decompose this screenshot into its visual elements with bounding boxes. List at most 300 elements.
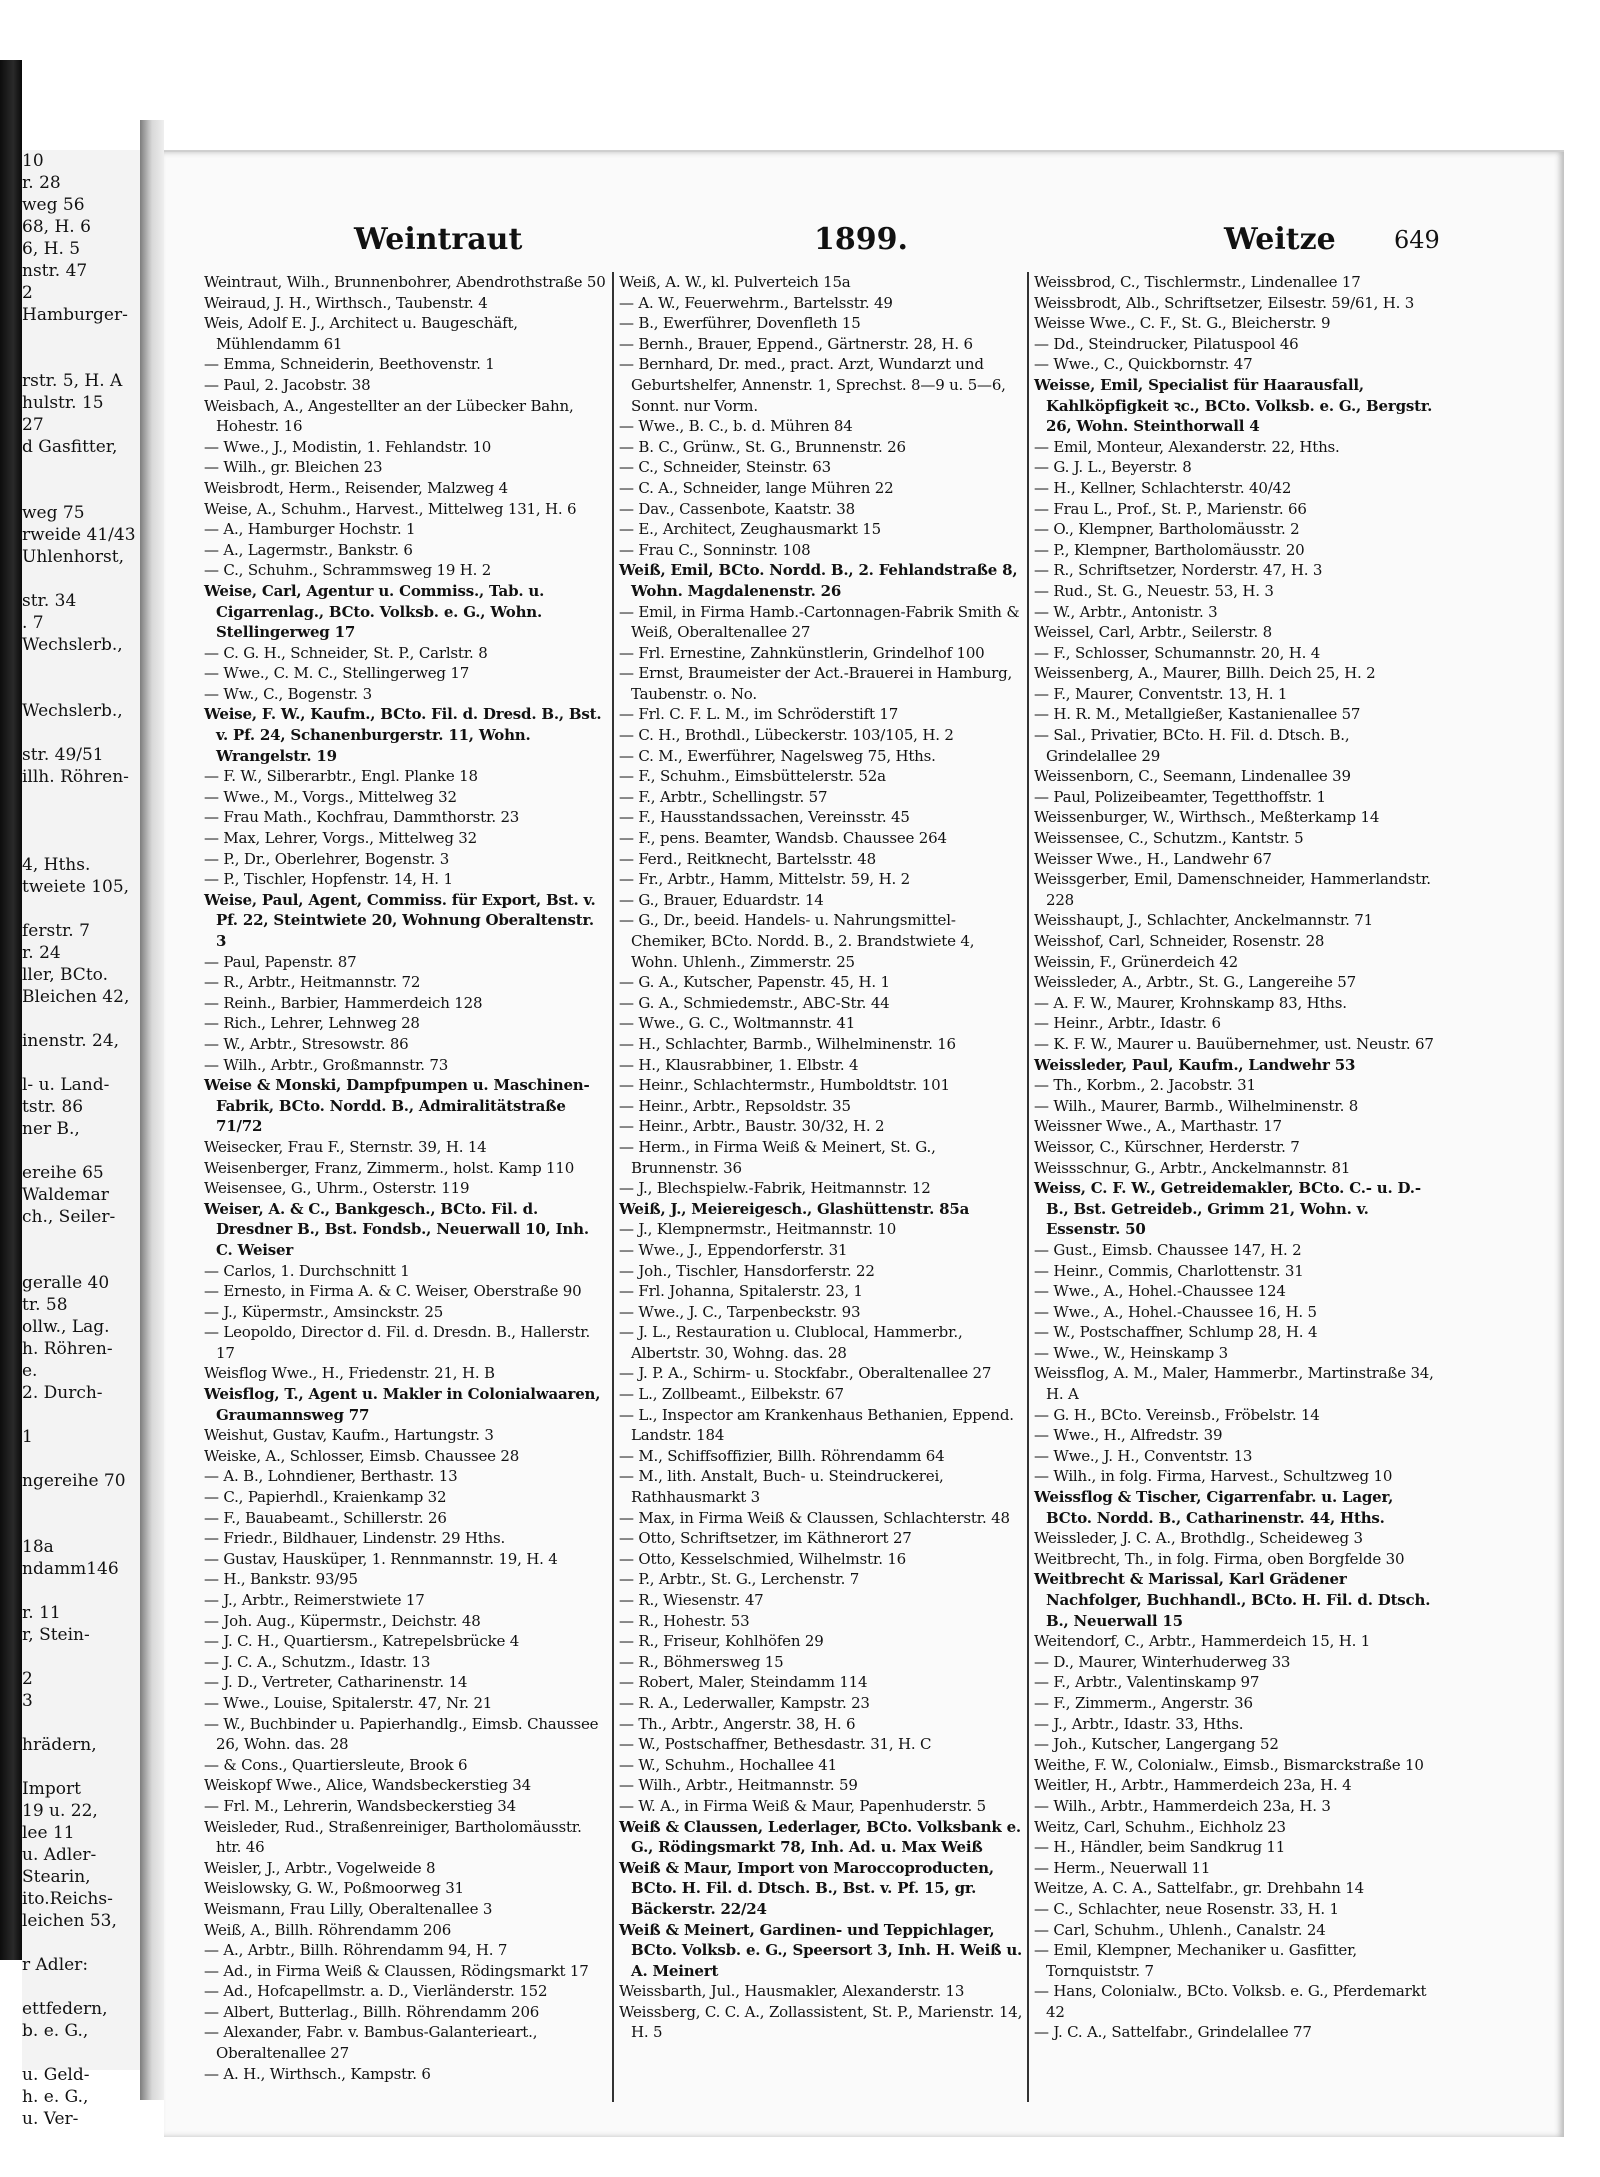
directory-entry: — F., pens. Beamter, Wandsb. Chaussee 264 xyxy=(619,829,947,848)
directory-entry: Weisler, J., Arbtr., Vogelweide 8 xyxy=(204,1858,436,1877)
directory-entry: — Dd., Steindrucker, Pilatuspool 46 xyxy=(1034,334,1299,353)
column-middle xyxy=(619,272,1024,2112)
directory-entry: — J. P. A., Schirm- u. Stockfabr., Oberaltenallee 27 xyxy=(619,1364,992,1383)
directory-entry: — G. A., Kutscher, Papenstr. 45, H. 1 xyxy=(619,973,890,992)
prev-page-line: . 7 xyxy=(22,613,44,633)
prev-page-line xyxy=(22,568,140,590)
directory-entry: — A., Arbtr., Billh. Röhrendamm 94, H. 7 xyxy=(204,1941,508,1960)
prev-page-line xyxy=(22,678,140,700)
prev-page-line: ngereihe 70 xyxy=(22,1471,126,1491)
directory-entry: Weiß, A., Billh. Röhrendamm 206 xyxy=(204,1920,452,1939)
column-right xyxy=(1034,272,1439,2112)
directory-entry: Weisse Wwe., C. F., St. G., Bleicherstr. 9 xyxy=(1034,314,1331,333)
prev-page-line: hulstr. 15 xyxy=(22,393,104,413)
directory-entry: Weissenberg, A., Maurer, Billh. Deich 25, H. 2 xyxy=(1034,664,1376,683)
directory-entry: — A. H., Wirthsch., Kampstr. 6 xyxy=(204,2064,431,2083)
header-left-word: Weintraut xyxy=(354,222,523,257)
prev-page-line: tr. 58 xyxy=(22,1295,68,1315)
directory-entry: Weiske, A., Schlosser, Eimsb. Chaussee 28 xyxy=(204,1446,520,1465)
directory-entry: — Wilh., in folg. Firma, Harvest., Schultzweg 10 xyxy=(1034,1467,1393,1486)
directory-entry: — P., Klempner, Bartholomäusstr. 20 xyxy=(1034,540,1305,559)
directory-entry: — Ernesto, in Firma A. & C. Weiser, Oberstraße 90 xyxy=(204,1282,582,1301)
directory-entry: — W., Postschaffner, Bethesdastr. 31, H. C xyxy=(619,1735,932,1754)
directory-entry: — Wwe., J. C., Tarpenbeckstr. 93 xyxy=(619,1302,861,1321)
directory-entry: — C. M., Ewerführer, Nagelsweg 75, Hths. xyxy=(619,746,936,765)
directory-entry: — Hans, Colonialw., BCto. Volksb. e. G., Pferdemarkt 42 xyxy=(1034,1982,1427,2021)
prev-page-line: h. Röhren- xyxy=(22,1339,113,1359)
directory-entry: Weiß & Maur, Import von Maroccoproducten, BCto. H. Fil. d. Dtsch. B., Bst. v. Pf. 15, gr. Bäckerstr. 22/24 xyxy=(619,1858,994,1918)
directory-entry: — Ww., C., Bogenstr. 3 xyxy=(204,684,372,703)
directory-entry: — B. C., Grünw., St. G., Brunnenstr. 26 xyxy=(619,437,906,456)
directory-entry: Weitbrecht & Marissal, Karl Grädener Nachfolger, Buchhandl., BCto. H. Fil. d. Dtsch. B., Neuerwall 15 xyxy=(1034,1570,1431,1630)
prev-page-line xyxy=(22,810,140,832)
directory-entry: — W., Buchbinder u. Papierhandlg., Eimsb. Chaussee 26, Wohn. das. 28 xyxy=(204,1714,599,1754)
prev-page-line: b. e. G., xyxy=(22,2021,89,2041)
prev-page-line: Wechslerb., xyxy=(22,635,123,655)
directory-entry: Weitz, Carl, Schuhm., Eichholz 23 xyxy=(1034,1817,1286,1836)
directory-entry: — Sal., Privatier, BCto. H. Fil. d. Dtsch. B., Grindelallee 29 xyxy=(1034,726,1350,765)
prev-page-line xyxy=(22,1140,140,1162)
directory-entry: — O., Klempner, Bartholomäusstr. 2 xyxy=(1034,520,1300,539)
prev-page-line: h. e. G., xyxy=(22,2087,89,2107)
directory-entry: — Th., Korbm., 2. Jacobstr. 31 xyxy=(1034,1076,1256,1095)
directory-entry: — W., Postschaffner, Schlump 28, H. 4 xyxy=(1034,1323,1318,1342)
directory-entry: Weisse, Emil, Specialist für Haarausfall, Kahlköpfigkeit ꝛc., BCto. Volksb. e. G., Bergstr. 26, Wohn. Steinthorwall 4 xyxy=(1034,375,1433,436)
prev-page-line: Waldemar xyxy=(22,1185,109,1205)
directory-entry: — G., Dr., beeid. Handels- u. Nahrungsmittel-Chemiker, BCto. Nordd. B., 2. Brandstwiete 4, Wohn. Uhlenh., Zimmerstr. 25 xyxy=(619,911,975,971)
prev-page-line: rstr. 5, H. A xyxy=(22,371,123,391)
prev-page-line: hrädern, xyxy=(22,1735,97,1755)
prev-page-line: ettfedern, xyxy=(22,1999,108,2019)
prev-page-line: weg 75 xyxy=(22,503,85,523)
directory-entry: — Heinr., Schlachtermstr., Humboldtstr. 101 xyxy=(619,1076,950,1095)
prev-page-line: str. 49/51 xyxy=(22,745,104,765)
prev-page-line xyxy=(22,1228,140,1250)
directory-entry: — Wwe., G. C., Woltmannstr. 41 xyxy=(619,1014,856,1033)
directory-entry: Weissbrodt, Alb., Schriftsetzer, Eilsestr. 59/61, H. 3 xyxy=(1034,293,1415,312)
directory-entry: — Rich., Lehrer, Lehnweg 28 xyxy=(204,1014,420,1033)
directory-entry: — Joh., Kutscher, Langergang 52 xyxy=(1034,1735,1279,1754)
directory-entry: — R., Arbtr., Heitmannstr. 72 xyxy=(204,973,421,992)
directory-entry: Weisbrodt, Herm., Reisender, Malzweg 4 xyxy=(204,478,508,497)
directory-entry: Weitbrecht, Th., in folg. Firma, oben Borgfelde 30 xyxy=(1034,1549,1405,1568)
directory-entry: — R., Schriftsetzer, Norderstr. 47, H. 3 xyxy=(1034,561,1323,580)
header-year: 1899. xyxy=(814,222,908,257)
directory-entry: — Wwe., J., Eppendorferstr. 31 xyxy=(619,1240,848,1259)
directory-entry: Weise, A., Schuhm., Harvest., Mittelweg 131, H. 6 xyxy=(204,499,577,518)
directory-entry: — Frau Math., Kochfrau, Dammthorstr. 23 xyxy=(204,808,520,827)
directory-entry: — Paul, Polizeibeamter, Tegetthoffstr. 1 xyxy=(1034,787,1326,806)
directory-entry: — F., Hausstandssachen, Vereinsstr. 45 xyxy=(619,808,910,827)
directory-entry: — J. D., Vertreter, Catharinenstr. 14 xyxy=(204,1673,468,1692)
prev-page-line: ller, BCto. xyxy=(22,965,108,985)
prev-page-line: tweiete 105, xyxy=(22,877,130,897)
directory-entry: — F., Schlosser, Schumannstr. 20, H. 4 xyxy=(1034,643,1321,662)
directory-entry: — Robert, Maler, Steindamm 114 xyxy=(619,1673,868,1692)
directory-entry: — C., Papierhdl., Kraienkamp 32 xyxy=(204,1488,447,1507)
prev-page-line: Hamburger- xyxy=(22,305,128,325)
directory-entry: — J., Klempnermstr., Heitmannstr. 10 xyxy=(619,1220,897,1239)
directory-entry: — C. A., Schneider, lange Mühren 22 xyxy=(619,478,894,497)
directory-entry: Weissleder, Paul, Kaufm., Landwehr 53 xyxy=(1034,1055,1356,1074)
directory-entry: — Frl. C. F. L. M., im Schröderstift 17 xyxy=(619,705,899,724)
directory-entry: — Wilh., Arbtr., Hammerdeich 23a, H. 3 xyxy=(1034,1796,1331,1815)
prev-page-line xyxy=(22,1712,140,1734)
directory-entry: — Wwe., A., Hohel.-Chaussee 124 xyxy=(1034,1282,1286,1301)
prev-page-line: u. Adler- xyxy=(22,1845,97,1865)
directory-entry: — F., Arbtr., Valentinskamp 97 xyxy=(1034,1673,1260,1692)
directory-entry: — W. A., in Firma Weiß & Maur, Papenhuderstr. 5 xyxy=(619,1796,986,1815)
directory-entry: Weintraut, Wilh., Brunnenbohrer, Abendrothstraße 50 xyxy=(204,273,606,291)
directory-entry: — Frl. Ernestine, Zahnkünstlerin, Grindelhof 100 xyxy=(619,643,985,662)
prev-page-line: u. Ver- xyxy=(22,2109,79,2129)
directory-entry: — B., Ewerführer, Dovenfleth 15 xyxy=(619,314,861,333)
directory-entry: — Max, Lehrer, Vorgs., Mittelweg 32 xyxy=(204,829,477,848)
directory-entry: — Otto, Schriftsetzer, im Käthnerort 27 xyxy=(619,1529,912,1548)
directory-entry: — Wwe., H., Alfredstr. 39 xyxy=(1034,1426,1223,1445)
directory-entry: — Paul, 2. Jacobstr. 38 xyxy=(204,375,371,394)
directory-entry: — C. H., Brothdl., Lübeckerstr. 103/105, H. 2 xyxy=(619,726,954,745)
prev-page-line: 18a xyxy=(22,1537,54,1557)
prev-page-line: Import xyxy=(22,1779,81,1799)
prev-page-line: l- u. Land- xyxy=(22,1075,110,1095)
directory-entry: — G., Brauer, Eduardstr. 14 xyxy=(619,890,824,909)
directory-entry: — Wilh., Arbtr., Heitmannstr. 59 xyxy=(619,1776,858,1795)
prev-page-line xyxy=(22,1448,140,1470)
directory-entry: — J. C. A., Sattelfabr., Grindelallee 77 xyxy=(1034,2023,1312,2042)
directory-entry: Weisecker, Frau F., Sternstr. 39, H. 14 xyxy=(204,1137,487,1156)
directory-entry: Weiß & Meinert, Gardinen- und Teppichlager, BCto. Volksb. e. G., Speersort 3, Inh. H. Weiß u. A. Meinert xyxy=(619,1920,1023,1980)
directory-entry: Weiß & Claussen, Lederlager, BCto. Volksbank e. G., Rödingsmarkt 78, Inh. Ad. u. Max Weiß xyxy=(619,1817,1021,1857)
directory-entry: — C., Schlachter, neue Rosenstr. 33, H. 1 xyxy=(1034,1899,1339,1918)
directory-entry: — & Cons., Quartiersleute, Brook 6 xyxy=(204,1755,468,1774)
directory-entry: Weiraud, J. H., Wirthsch., Taubenstr. 4 xyxy=(204,293,488,312)
prev-page-line: Uhlenhorst, xyxy=(22,547,124,567)
directory-entry: — Rud., St. G., Neuestr. 53, H. 3 xyxy=(1034,581,1274,600)
prev-page-line: Stearin, xyxy=(22,1867,91,1887)
directory-entry: — W., Arbtr., Antonistr. 3 xyxy=(1034,602,1218,621)
prev-page-line: 68, H. 6 xyxy=(22,217,91,237)
directory-entry: Weissbrod, C., Tischlermstr., Lindenallee 17 xyxy=(1034,273,1361,291)
prev-page-line xyxy=(22,1052,140,1074)
directory-entry: — Joh. Aug., Küpermstr., Deichstr. 48 xyxy=(204,1611,481,1630)
directory-entry: — L., Zollbeamt., Eilbekstr. 67 xyxy=(619,1385,844,1404)
prev-page-line xyxy=(22,348,140,370)
prev-page-line: r. 24 xyxy=(22,943,61,963)
column-rule-1 xyxy=(612,272,614,2102)
prev-page-line xyxy=(22,1250,140,1272)
directory-entry: — C., Schuhm., Schrammsweg 19 H. 2 xyxy=(204,561,492,580)
prev-page-line: ner B., xyxy=(22,1119,80,1139)
directory-entry: — F., Bauabeamt., Schillerstr. 26 xyxy=(204,1508,447,1527)
prev-page-line xyxy=(22,656,140,678)
page-number: 649 xyxy=(1394,226,1440,254)
directory-entry: — J., Küpermstr., Amsinckstr. 25 xyxy=(204,1302,444,1321)
directory-entry: — Heinr., Commis, Charlottenstr. 31 xyxy=(1034,1261,1304,1280)
prev-page-line: geralle 40 xyxy=(22,1273,110,1293)
directory-entry: Weisflog, T., Agent u. Makler in Colonialwaaren, Graumannsweg 77 xyxy=(204,1385,601,1424)
prev-page-line: 6, H. 5 xyxy=(22,239,81,259)
directory-entry: — Wwe., B. C., b. d. Mühren 84 xyxy=(619,417,853,436)
directory-entry: — Joh., Tischler, Hansdorferstr. 22 xyxy=(619,1261,875,1280)
header-right-word: Weitze xyxy=(1224,222,1336,257)
directory-entry: — Wilh., Maurer, Barmb., Wilhelminenstr. 8 xyxy=(1034,1096,1359,1115)
directory-entry: Weissschnur, G., Arbtr., Anckelmannstr. 81 xyxy=(1034,1158,1351,1177)
prev-page-line xyxy=(22,1492,140,1514)
directory-entry: Weitze, A. C. A., Sattelfabr., gr. Drehbahn 14 xyxy=(1034,1879,1364,1898)
directory-entry: — Carlos, 1. Durchschnitt 1 xyxy=(204,1261,410,1280)
prev-page-line: ollw., Lag. xyxy=(22,1317,110,1337)
directory-entry: — F., Maurer, Conventstr. 13, H. 1 xyxy=(1034,684,1288,703)
directory-page xyxy=(164,150,1564,2137)
directory-entry: — G. J. L., Beyerstr. 8 xyxy=(1034,458,1192,477)
directory-entry: Weise, Paul, Agent, Commiss. für Export, Bst. v. Pf. 22, Steintwiete 20, Wohnung Oberaltenstr. 3 xyxy=(204,890,596,950)
directory-entry: — Friedr., Bildhauer, Lindenstr. 29 Hths. xyxy=(204,1529,506,1548)
prev-page-line xyxy=(22,1514,140,1536)
directory-entry: — J., Arbtr., Idastr. 33, Hths. xyxy=(1034,1714,1244,1733)
directory-entry: — Heinr., Arbtr., Idastr. 6 xyxy=(1034,1014,1221,1033)
prev-page-line: r. 11 xyxy=(22,1603,61,1623)
directory-entry: — Reinh., Barbier, Hammerdeich 128 xyxy=(204,993,483,1012)
directory-entry: Weismann, Frau Lilly, Oberaltenallee 3 xyxy=(204,1899,493,1918)
directory-entry: — A. F. W., Maurer, Krohnskamp 83, Hths. xyxy=(1034,993,1347,1012)
directory-entry: Weissenborn, C., Seemann, Lindenallee 39 xyxy=(1034,767,1351,786)
directory-entry: — Emma, Schneiderin, Beethovenstr. 1 xyxy=(204,355,495,374)
directory-entry: Weisshaupt, J., Schlachter, Anckelmannstr. 71 xyxy=(1034,911,1373,930)
directory-entry: — J. L., Restauration u. Clublocal, Hammerbr., Albertstr. 30, Wohng. das. 28 xyxy=(619,1323,963,1362)
directory-entry: Weiß, Emil, BCto. Nordd. B., 2. Fehlandstraße 8, Wohn. Magdalenenstr. 26 xyxy=(619,561,1018,600)
directory-entry: Weise & Monski, Dampfpumpen u. Maschinen-Fabrik, BCto. Nordd. B., Admiralitätstraße 71/72 xyxy=(204,1076,590,1136)
directory-entry: Weissner Wwe., A., Marthastr. 17 xyxy=(1034,1117,1282,1136)
prev-page-line: Bleichen 42, xyxy=(22,987,130,1007)
prev-page-line xyxy=(22,1404,140,1426)
directory-entry: — Wilh., gr. Bleichen 23 xyxy=(204,458,383,477)
prev-page-line: 4, Hths. xyxy=(22,855,91,875)
directory-entry: — Bernhard, Dr. med., pract. Arzt, Wundarzt und Geburtshelfer, Annenstr. 1, Sprechst. 8—9 u. 5—6, Sonnt. nur Vorm. xyxy=(619,355,1006,415)
directory-entry: Weitendorf, C., Arbtr., Hammerdeich 15, H. 1 xyxy=(1034,1632,1371,1651)
directory-entry: — Wwe., C., Quickbornstr. 47 xyxy=(1034,355,1253,374)
directory-entry: — Wwe., W., Heinskamp 3 xyxy=(1034,1343,1228,1362)
directory-entry: Weisflog Wwe., H., Friedenstr. 21, H. B xyxy=(204,1364,495,1383)
prev-page-line xyxy=(22,1756,140,1778)
prev-page-line: 27 xyxy=(22,415,44,435)
directory-entry: — Otto, Kesselschmied, Wilhelmstr. 16 xyxy=(619,1549,907,1568)
directory-entry: Weiß, J., Meiereigesch., Glashüttenstr. 85a xyxy=(619,1199,970,1218)
directory-entry: — Carl, Schuhm., Uhlenh., Canalstr. 24 xyxy=(1034,1920,1326,1939)
directory-entry: — G. A., Schmiedemstr., ABC-Str. 44 xyxy=(619,993,890,1012)
directory-entry: Weissgerber, Emil, Damenschneider, Hammerlandstr. 228 xyxy=(1034,870,1431,909)
prev-page-line: d Gasfitter, xyxy=(22,437,118,457)
directory-entry: — Wwe., J. H., Conventstr. 13 xyxy=(1034,1446,1253,1465)
prev-page-line: r, Stein- xyxy=(22,1625,90,1645)
directory-entry: Weiser, A. & C., Bankgesch., BCto. Fil. d. Dresdner B., Bst. Fondsb., Neuerwall 10, Inh. C. Weiser xyxy=(204,1199,589,1259)
directory-entry: — Wwe., M., Vorgs., Mittelweg 32 xyxy=(204,787,457,806)
directory-entry: — Ad., Hofcapellmstr. a. D., Vierländerstr. 152 xyxy=(204,1982,548,2001)
column-rule-2 xyxy=(1027,272,1029,2102)
prev-page-line: r Adler: xyxy=(22,1955,89,1975)
directory-entry: — Emil, Monteur, Alexanderstr. 22, Hths. xyxy=(1034,437,1340,456)
directory-entry: — Herm., Neuerwall 11 xyxy=(1034,1858,1211,1877)
directory-entry: Weisser Wwe., H., Landwehr 67 xyxy=(1034,849,1272,868)
directory-entry: — Heinr., Arbtr., Baustr. 30/32, H. 2 xyxy=(619,1117,885,1136)
directory-entry: Weitler, H., Arbtr., Hammerdeich 23a, H. 4 xyxy=(1034,1776,1352,1795)
directory-entry: Weise, F. W., Kaufm., BCto. Fil. d. Dresd. B., Bst. v. Pf. 24, Schanenburgerstr. 11, Wohn. Wrangelstr. 19 xyxy=(204,705,602,765)
directory-entry: Weissel, Carl, Arbtr., Seilerstr. 8 xyxy=(1034,623,1272,642)
prev-page-line xyxy=(22,1932,140,1954)
prev-page-line xyxy=(22,898,140,920)
directory-entry: — R. A., Lederwaller, Kampstr. 23 xyxy=(619,1693,870,1712)
prev-page-line: ferstr. 7 xyxy=(22,921,90,941)
scan-edge xyxy=(0,60,22,1960)
directory-entry: — Heinr., Arbtr., Repsoldstr. 35 xyxy=(619,1096,851,1115)
prev-page-line: inenstr. 24, xyxy=(22,1031,120,1051)
directory-entry: Weislowsky, G. W., Poßmoorweg 31 xyxy=(204,1879,464,1898)
directory-entry: — P., Tischler, Hopfenstr. 14, H. 1 xyxy=(204,870,453,889)
prev-page-line: e. xyxy=(22,1361,38,1381)
directory-entry: — R., Hohestr. 53 xyxy=(619,1611,750,1630)
prev-page-line xyxy=(22,458,140,480)
prev-page-line: r. 28 xyxy=(22,173,61,193)
directory-entry: — W., Arbtr., Stresowstr. 86 xyxy=(204,1034,409,1053)
directory-entry: Weisleder, Rud., Straßenreiniger, Bartholomäusstr. htr. 46 xyxy=(204,1817,582,1857)
directory-entry: — Frl. Johanna, Spitalerstr. 23, 1 xyxy=(619,1282,863,1301)
prev-page-line xyxy=(22,480,140,502)
directory-entry: Weisbach, A., Angestellter an der Lübecker Bahn, Hohestr. 16 xyxy=(204,396,574,436)
directory-entry: — E., Architect, Zeughausmarkt 15 xyxy=(619,520,881,539)
directory-entry: — Ferd., Reitknecht, Bartelsstr. 48 xyxy=(619,849,876,868)
column-left xyxy=(204,272,609,2112)
directory-entry: — Emil, in Firma Hamb.-Cartonnagen-Fabrik Smith & Weiß, Oberaltenallee 27 xyxy=(619,602,1020,642)
directory-entry: — Alexander, Fabr. v. Bambus-Galanterieart., Oberaltenallee 27 xyxy=(204,2023,538,2063)
directory-entry: Weis, Adolf E. J., Architect u. Baugeschäft, Mühlendamm 61 xyxy=(204,314,518,353)
directory-entry: — J., Blechspielw.-Fabrik, Heitmannstr. 12 xyxy=(619,1179,931,1198)
directory-entry: — H. R. M., Metallgießer, Kastanienallee 57 xyxy=(1034,705,1361,724)
directory-entry: Weissflog, A. M., Maler, Hammerbr., Martinstraße 34, H. A xyxy=(1034,1364,1434,1404)
prev-page-line xyxy=(22,1008,140,1030)
directory-entry: — Herm., in Firma Weiß & Meinert, St. G., Brunnenstr. 36 xyxy=(619,1137,936,1177)
directory-entry: — R., Friseur, Kohlhöfen 29 xyxy=(619,1632,824,1651)
directory-entry: — F., Zimmerm., Angerstr. 36 xyxy=(1034,1693,1253,1712)
page-header xyxy=(194,222,1504,262)
prev-page-line: 2. Durch- xyxy=(22,1383,103,1403)
directory-entry: — R., Böhmersweg 15 xyxy=(619,1652,784,1671)
directory-entry: — Leopoldo, Director d. Fil. d. Dresdn. B., Hallerstr. 17 xyxy=(204,1323,591,1362)
directory-entry: Weissleder, A., Arbtr., St. G., Langereihe 57 xyxy=(1034,973,1356,992)
prev-page-line: ito.Reichs- xyxy=(22,1889,113,1909)
prev-page-line: lee 11 xyxy=(22,1823,75,1843)
directory-entry: — R., Wiesenstr. 47 xyxy=(619,1591,764,1609)
prev-page-line: ereihe 65 xyxy=(22,1163,104,1183)
prev-page-line: 2 xyxy=(22,1669,33,1689)
directory-entry: Weissin, F., Grünerdeich 42 xyxy=(1034,952,1238,971)
directory-entry: Weiß, A. W., kl. Pulverteich 15a xyxy=(619,273,851,291)
prev-page-line xyxy=(22,2042,140,2064)
prev-page-line: 2 xyxy=(22,283,33,303)
prev-page-line: leichen 53, xyxy=(22,1911,117,1931)
directory-entry: — J., Arbtr., Reimerstwiete 17 xyxy=(204,1591,425,1609)
directory-entry: — F., Schuhm., Eimsbüttelerstr. 52a xyxy=(619,767,886,786)
directory-entry: — Dav., Cassenbote, Kaatstr. 38 xyxy=(619,499,855,518)
directory-entry: — G. H., BCto. Vereinsb., Fröbelstr. 14 xyxy=(1034,1405,1320,1424)
prev-page-line xyxy=(22,1580,140,1602)
directory-entry: — M., Schiffsoffizier, Billh. Röhrendamm 64 xyxy=(619,1446,945,1465)
directory-entry: — Paul, Papenstr. 87 xyxy=(204,952,357,971)
prev-page-line xyxy=(22,722,140,744)
directory-entry: — H., Klausrabbiner, 1. Elbstr. 4 xyxy=(619,1055,859,1074)
directory-entry: — L., Inspector am Krankenhaus Bethanien, Eppend. Landstr. 184 xyxy=(619,1405,1014,1445)
prev-page-line: 1 xyxy=(22,1427,33,1447)
directory-entry: Weiskopf Wwe., Alice, Wandsbeckerstieg 34 xyxy=(204,1776,531,1795)
prev-page-line: 19 u. 22, xyxy=(22,1801,98,1821)
prev-page-line: 3 xyxy=(22,1691,33,1711)
prev-page-line: 10 xyxy=(22,151,44,171)
directory-entry: — Bernh., Brauer, Eppend., Gärtnerstr. 28, H. 6 xyxy=(619,334,973,353)
directory-entry: — Ad., in Firma Weiß & Claussen, Rödingsmarkt 17 xyxy=(204,1961,589,1980)
directory-entry: Weissberg, C. C. A., Zollassistent, St. P., Marienstr. 14, H. 5 xyxy=(619,2002,1023,2042)
prev-page-line xyxy=(22,788,140,810)
directory-entry: — H., Kellner, Schlachterstr. 40/42 xyxy=(1034,478,1292,497)
directory-entry: — Gust., Eimsb. Chaussee 147, H. 2 xyxy=(1034,1240,1302,1259)
directory-entry: — Wwe., A., Hohel.-Chaussee 16, H. 5 xyxy=(1034,1302,1317,1321)
directory-entry: — Emil, Klempner, Mechaniker u. Gasfitter, Tornquiststr. 7 xyxy=(1034,1941,1357,1980)
prev-page-line: illh. Röhren- xyxy=(22,767,129,787)
directory-entry: — D., Maurer, Winterhuderweg 33 xyxy=(1034,1652,1291,1671)
directory-entry: — M., lith. Anstalt, Buch- u. Steindruckerei, Rathhausmarkt 3 xyxy=(619,1467,944,1507)
directory-entry: — Gustav, Hausküper, 1. Rennmannstr. 19, H. 4 xyxy=(204,1549,558,1568)
directory-entry: — P., Arbtr., St. G., Lerchenstr. 7 xyxy=(619,1570,860,1589)
prev-page-line: tstr. 86 xyxy=(22,1097,84,1117)
directory-entry: — H., Händler, beim Sandkrug 11 xyxy=(1034,1838,1286,1857)
directory-entry: Weise, Carl, Agentur u. Commiss., Tab. u. Cigarrenlag., BCto. Volksb. e. G., Wohn. Stellingerweg 17 xyxy=(204,581,545,642)
directory-entry: Weishut, Gustav, Kaufm., Hartungstr. 3 xyxy=(204,1426,494,1445)
directory-entry: — A. B., Lohndiener, Berthastr. 13 xyxy=(204,1467,458,1486)
directory-entry: Weithe, F. W., Colonialw., Eimsb., Bismarckstraße 10 xyxy=(1034,1755,1424,1774)
prev-page-line: nstr. 47 xyxy=(22,261,88,281)
directory-entry: Weissflog & Tischer, Cigarrenfabr. u. Lager, BCto. Nordd. B., Catharinenstr. 44, Hths. xyxy=(1034,1488,1394,1527)
directory-entry: — Th., Arbtr., Angerstr. 38, H. 6 xyxy=(619,1714,856,1733)
directory-entry: — Frl. M., Lehrerin, Wandsbeckerstieg 34 xyxy=(204,1796,516,1815)
prev-page-line: str. 34 xyxy=(22,591,77,611)
directory-entry: Weissensee, C., Schutzm., Kantstr. 5 xyxy=(1034,829,1304,848)
previous-page-fragment xyxy=(22,150,143,2129)
directory-entry: — J. C. H., Quartiersm., Katrepelsbrücke 4 xyxy=(204,1632,520,1651)
directory-entry: Weisensee, G., Uhrm., Osterstr. 119 xyxy=(204,1179,470,1198)
directory-entry: — P., Dr., Oberlehrer, Bogenstr. 3 xyxy=(204,849,450,868)
directory-entry: — H., Schlachter, Barmb., Wilhelminenstr. 16 xyxy=(619,1034,956,1053)
directory-entry: Weisenberger, Franz, Zimmerm., holst. Kamp 110 xyxy=(204,1158,575,1177)
prev-page-line xyxy=(22,326,140,348)
directory-entry: — Wwe., C. M. C., Stellingerweg 17 xyxy=(204,664,470,683)
directory-entry: — H., Bankstr. 93/95 xyxy=(204,1570,358,1589)
directory-entry: — Ernst, Braumeister der Act.-Brauerei in Hamburg, Taubenstr. o. No. xyxy=(619,664,1013,703)
directory-entry: — J. C. A., Schutzm., Idastr. 13 xyxy=(204,1652,431,1671)
prev-page-line xyxy=(22,1976,140,1998)
directory-entry: Weissleder, J. C. A., Brothdlg., Scheideweg 3 xyxy=(1034,1529,1363,1548)
directory-entry: Weissbarth, Jul., Hausmakler, Alexanderstr. 13 xyxy=(619,1982,965,2001)
prev-page-line: ndamm146 xyxy=(22,1559,119,1579)
prev-page-line: Wechslerb., xyxy=(22,701,123,721)
directory-entry: — A., Hamburger Hochstr. 1 xyxy=(204,520,416,539)
prev-page-line xyxy=(22,832,140,854)
directory-entry: — Frau C., Sonninstr. 108 xyxy=(619,540,811,559)
directory-entry: — C., Schneider, Steinstr. 63 xyxy=(619,458,831,477)
book-gutter xyxy=(140,120,164,2100)
directory-entry: — W., Schuhm., Hochallee 41 xyxy=(619,1755,837,1774)
directory-entry: — F. W., Silberarbtr., Engl. Planke 18 xyxy=(204,767,478,786)
directory-entry: — K. F. W., Maurer u. Bauübernehmer, ust. Neustr. 67 xyxy=(1034,1034,1434,1053)
directory-entry: — A., Lagermstr., Bankstr. 6 xyxy=(204,540,413,559)
directory-entry: Weiss, C. F. W., Getreidemakler, BCto. C.- u. D.-B., Bst. Getreideb., Grimm 21, Wohn. v. Essenstr. 50 xyxy=(1034,1179,1421,1239)
